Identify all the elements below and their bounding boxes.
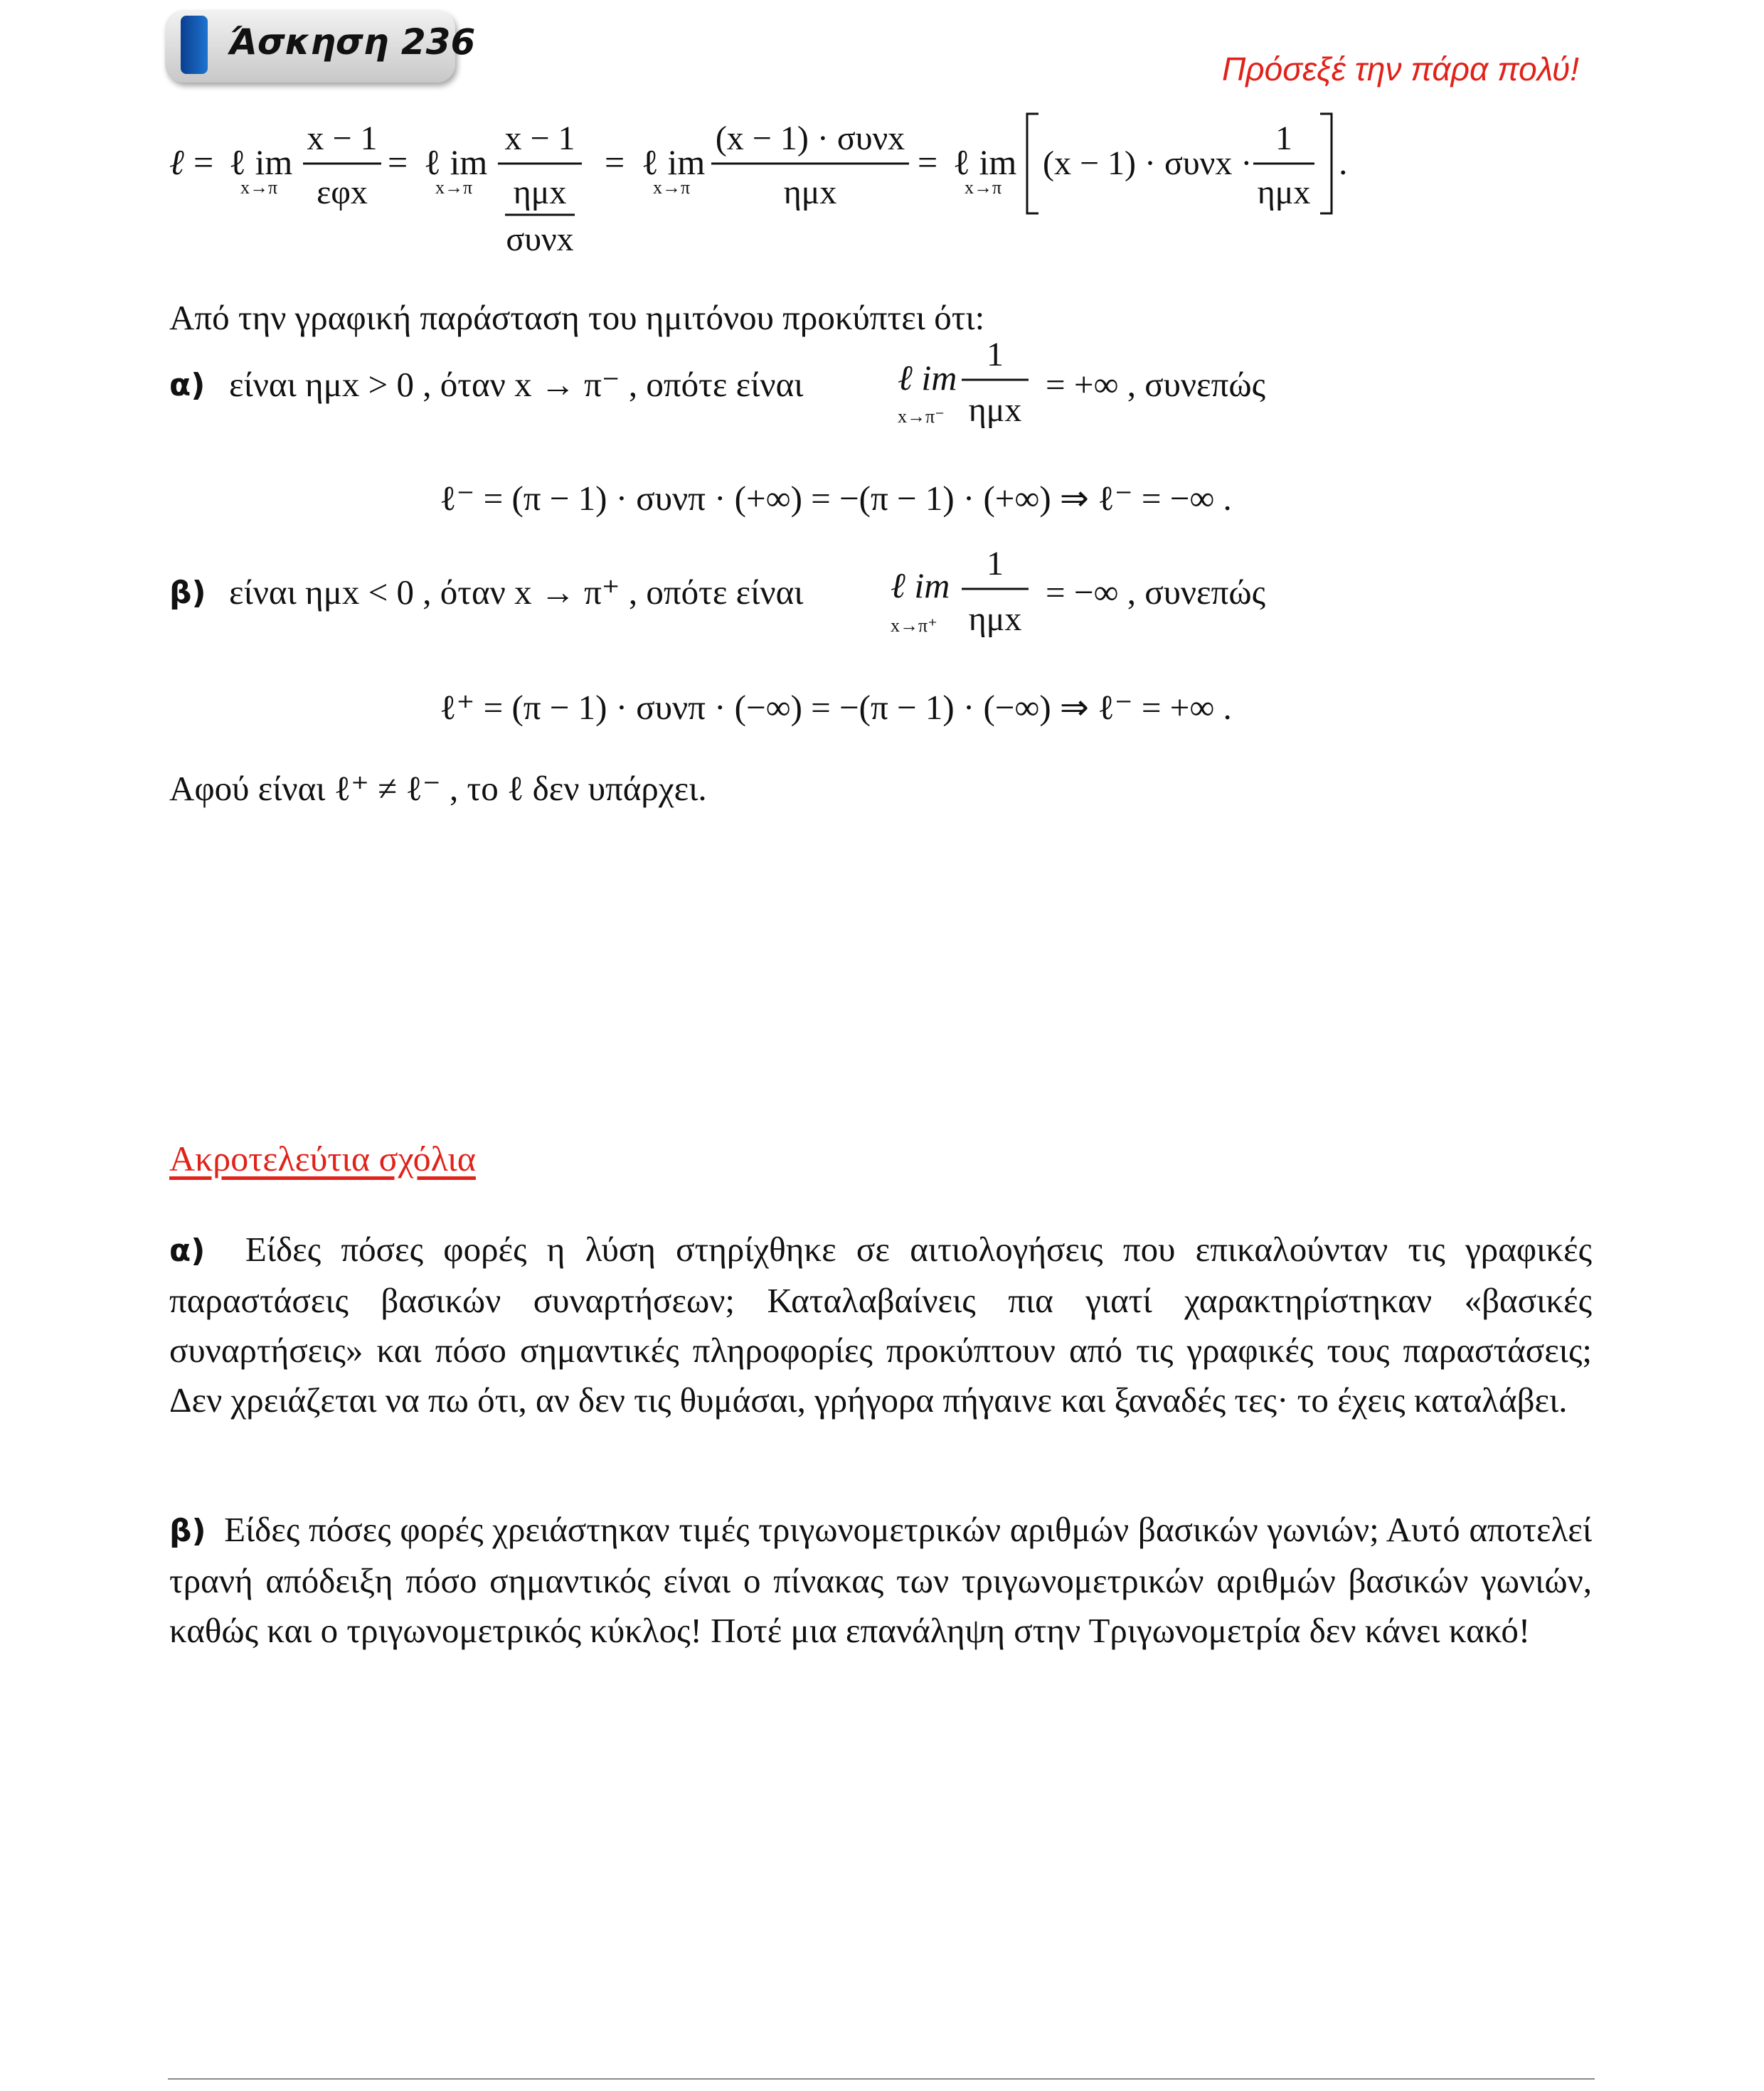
lim-3-sub: x→π xyxy=(653,177,691,198)
bracket-product: (x − 1) · συνx · xyxy=(1043,144,1253,182)
lim-1: ℓ im xyxy=(229,142,293,182)
frac-1-den: εφx xyxy=(317,174,368,211)
comment-a xyxy=(169,1225,1592,1425)
left-bracket xyxy=(1027,114,1038,213)
frac-3-den: ημx xyxy=(783,174,837,211)
frac-2-den-num: ημx xyxy=(513,174,567,211)
case-b-derivation: ℓ⁺ = (π − 1) · συνπ · (−∞) = −(π − 1) · (−∞) ⇒ ℓ⁻ = +∞ . xyxy=(440,688,1232,727)
lim-b-sub: x→π⁺ xyxy=(891,615,937,636)
lim-a-sub: x→π⁻ xyxy=(898,406,945,427)
case-b-result: = −∞ , συνεπώς xyxy=(1046,573,1266,612)
equals: = xyxy=(605,142,625,182)
right-bracket xyxy=(1320,114,1332,213)
intro-text: Από την γραφική παράσταση του ημιτόνου προκύπτει ότι: xyxy=(169,298,985,337)
lim-2-sub: x→π xyxy=(435,177,473,198)
period: . xyxy=(1339,142,1348,182)
lim-3: ℓ im xyxy=(642,142,706,182)
frac-b-den: ημx xyxy=(968,600,1022,638)
frac-4-num: 1 xyxy=(1275,119,1292,157)
comment-b-label: β) xyxy=(169,1513,206,1549)
conclusion: Αφού είναι ℓ⁺ ≠ ℓ⁻ , το ℓ δεν υπάρχει. xyxy=(169,769,707,808)
frac-a-num: 1 xyxy=(987,336,1004,373)
lim-4: ℓ im xyxy=(953,142,1017,182)
frac-b-num: 1 xyxy=(987,545,1004,582)
equals: = xyxy=(918,142,938,182)
frac-3-num: (x − 1) · συνx xyxy=(715,119,905,157)
equals: = xyxy=(193,142,214,182)
case-b-text: είναι ημx < 0 , όταν x → π⁺ , οπότε είναι xyxy=(229,573,804,612)
ell-symbol: ℓ xyxy=(169,142,184,182)
comment-b xyxy=(169,1505,1592,1656)
exercise-title: Άσκηση 236 xyxy=(229,21,476,63)
frac-4-den: ημx xyxy=(1257,174,1311,211)
lim-b: ℓ im xyxy=(891,565,950,605)
case-b-label: β) xyxy=(169,575,206,611)
equals: = xyxy=(388,142,408,182)
case-a-text: είναι ημx > 0 , όταν x → π⁻ , οπότε είναι xyxy=(229,365,804,404)
warning-note: Πρόσεξέ την πάρα πολύ! xyxy=(1221,50,1579,87)
lim-2: ℓ im xyxy=(424,142,488,182)
case-a-label: α) xyxy=(169,367,206,403)
frac-a-den: ημx xyxy=(968,391,1022,429)
frac-2-num: x − 1 xyxy=(504,119,575,157)
footer-divider xyxy=(168,2078,1595,2080)
lim-1-sub: x→π xyxy=(240,177,278,198)
case-a-result: = +∞ , συνεπώς xyxy=(1046,365,1266,404)
comment-a-text: Είδες πόσες φορές η λύση στηρίχθηκε σε αιτιολογήσεις που επικαλούνταν τις γραφικές παραστάσεις βασικών συναρτήσεων; Καταλαβαίνεις πια γιατί χαρακτηρίστηκαν «βασικές συναρτήσεις» και πόσο σημαντικές πληροφορίες προκύπτουν από τις γραφικές τους παραστάσεις; Δεν χρειάζεται να πω ότι, αν δεν τις θυμάσαι, γρήγορα πήγαινε και ξαναδές τες· το έχεις καταλάβει. xyxy=(169,1230,1593,1420)
case-a-derivation: ℓ⁻ = (π − 1) · συνπ · (+∞) = −(π − 1) · (+∞) ⇒ ℓ⁻ = −∞ . xyxy=(440,479,1232,518)
comment-b-text: Είδες πόσες φορές χρειάστηκαν τιμές τριγωνομετρικών αριθμών βασικών γωνιών; Αυτό αποτελεί τρανή απόδειξη πόσο σημαντικός είναι ο πίνακας των τριγωνομετρικών αριθμών βασικών γωνιών, καθώς και ο τριγωνομετρικός κύκλος! Ποτέ μια επανάληψη στην Τριγωνομετρία δεν κάνει κακό! xyxy=(169,1510,1593,1650)
lim-a: ℓ im xyxy=(898,358,957,398)
comment-a-label: α) xyxy=(169,1233,206,1269)
lim-4-sub: x→π xyxy=(965,177,1002,198)
comments-heading: Ακροτελεύτια σχόλια xyxy=(169,1139,476,1178)
frac-2-den-den: συνx xyxy=(506,220,574,258)
frac-1-num: x − 1 xyxy=(307,119,378,157)
